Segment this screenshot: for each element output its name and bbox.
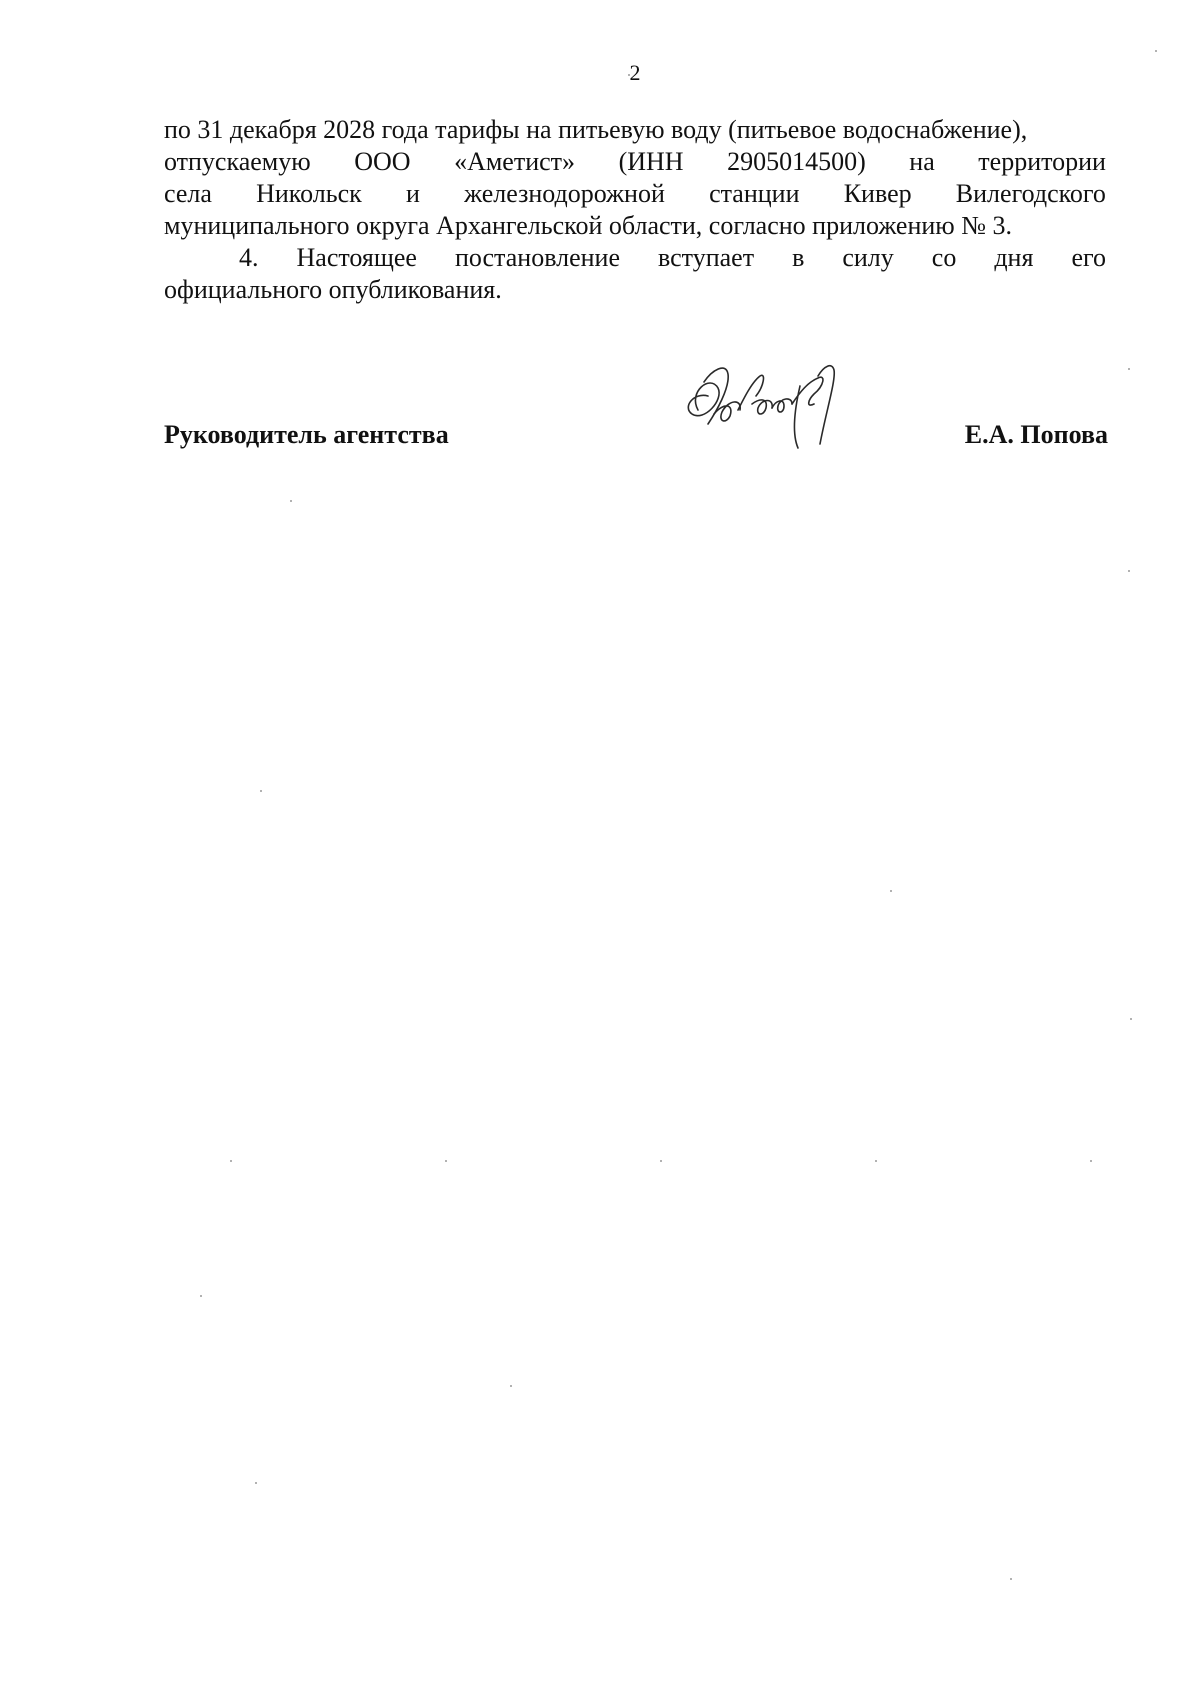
word: Никольск	[256, 179, 362, 208]
word: силу	[842, 243, 894, 272]
word: ООО	[354, 147, 411, 176]
paragraph-4-line-2: официального опубликования.	[164, 275, 502, 304]
word: дня	[994, 243, 1034, 272]
scan-speck	[660, 1160, 662, 1162]
word: железнодорожной	[464, 179, 665, 208]
scan-speck	[260, 790, 262, 792]
signatory-name: Е.А. Попова	[964, 420, 1108, 449]
page-number: 2	[629, 60, 641, 85]
paragraph-4-line-1	[164, 242, 1106, 274]
document-body	[164, 114, 1106, 306]
scan-speck	[1155, 50, 1157, 52]
scan-speck	[445, 1160, 447, 1162]
scan-speck	[628, 74, 630, 76]
scan-speck	[290, 500, 292, 502]
scan-speck	[1090, 1160, 1092, 1162]
word: Кивер	[843, 179, 912, 208]
word: (ИНН	[618, 147, 684, 176]
scan-speck	[1128, 570, 1130, 572]
word: Настоящее	[296, 243, 417, 272]
word: вступает	[658, 243, 755, 272]
paragraph-3-line-3	[164, 178, 1106, 210]
word: со	[931, 243, 957, 272]
word: Вилегодского	[955, 179, 1106, 208]
word: на	[909, 147, 935, 176]
word: территории	[978, 147, 1106, 176]
word: отпускаемую	[164, 147, 311, 176]
paragraph-number: 4.	[239, 243, 259, 272]
scan-speck	[875, 1160, 877, 1162]
signatory-title: Руководитель агентства	[164, 420, 449, 449]
scan-speck	[255, 1482, 257, 1484]
paragraph-3-line-1: по 31 декабря 2028 года тарифы на питьевую воду (питьевое водоснабжение),	[164, 115, 1028, 144]
word: постановление	[454, 243, 621, 272]
word: «Аметист»	[454, 147, 576, 176]
word: станции	[709, 179, 800, 208]
scan-speck	[200, 1295, 202, 1297]
word: его	[1071, 243, 1106, 272]
paragraph-3-line-4: муниципального округа Архангельской области, согласно приложению № 3.	[164, 211, 1013, 240]
word: и	[405, 179, 420, 208]
word: села	[164, 179, 212, 208]
scan-speck	[890, 890, 892, 892]
scan-speck	[1130, 1018, 1132, 1020]
word: 2905014500)	[727, 147, 866, 176]
scan-speck	[1128, 368, 1130, 370]
scan-speck	[230, 1160, 232, 1162]
paragraph-3-line-2	[164, 146, 1106, 178]
scan-speck	[1010, 1578, 1012, 1580]
word: в	[792, 243, 805, 272]
handwritten-signature	[668, 352, 858, 462]
scan-speck	[510, 1385, 512, 1387]
